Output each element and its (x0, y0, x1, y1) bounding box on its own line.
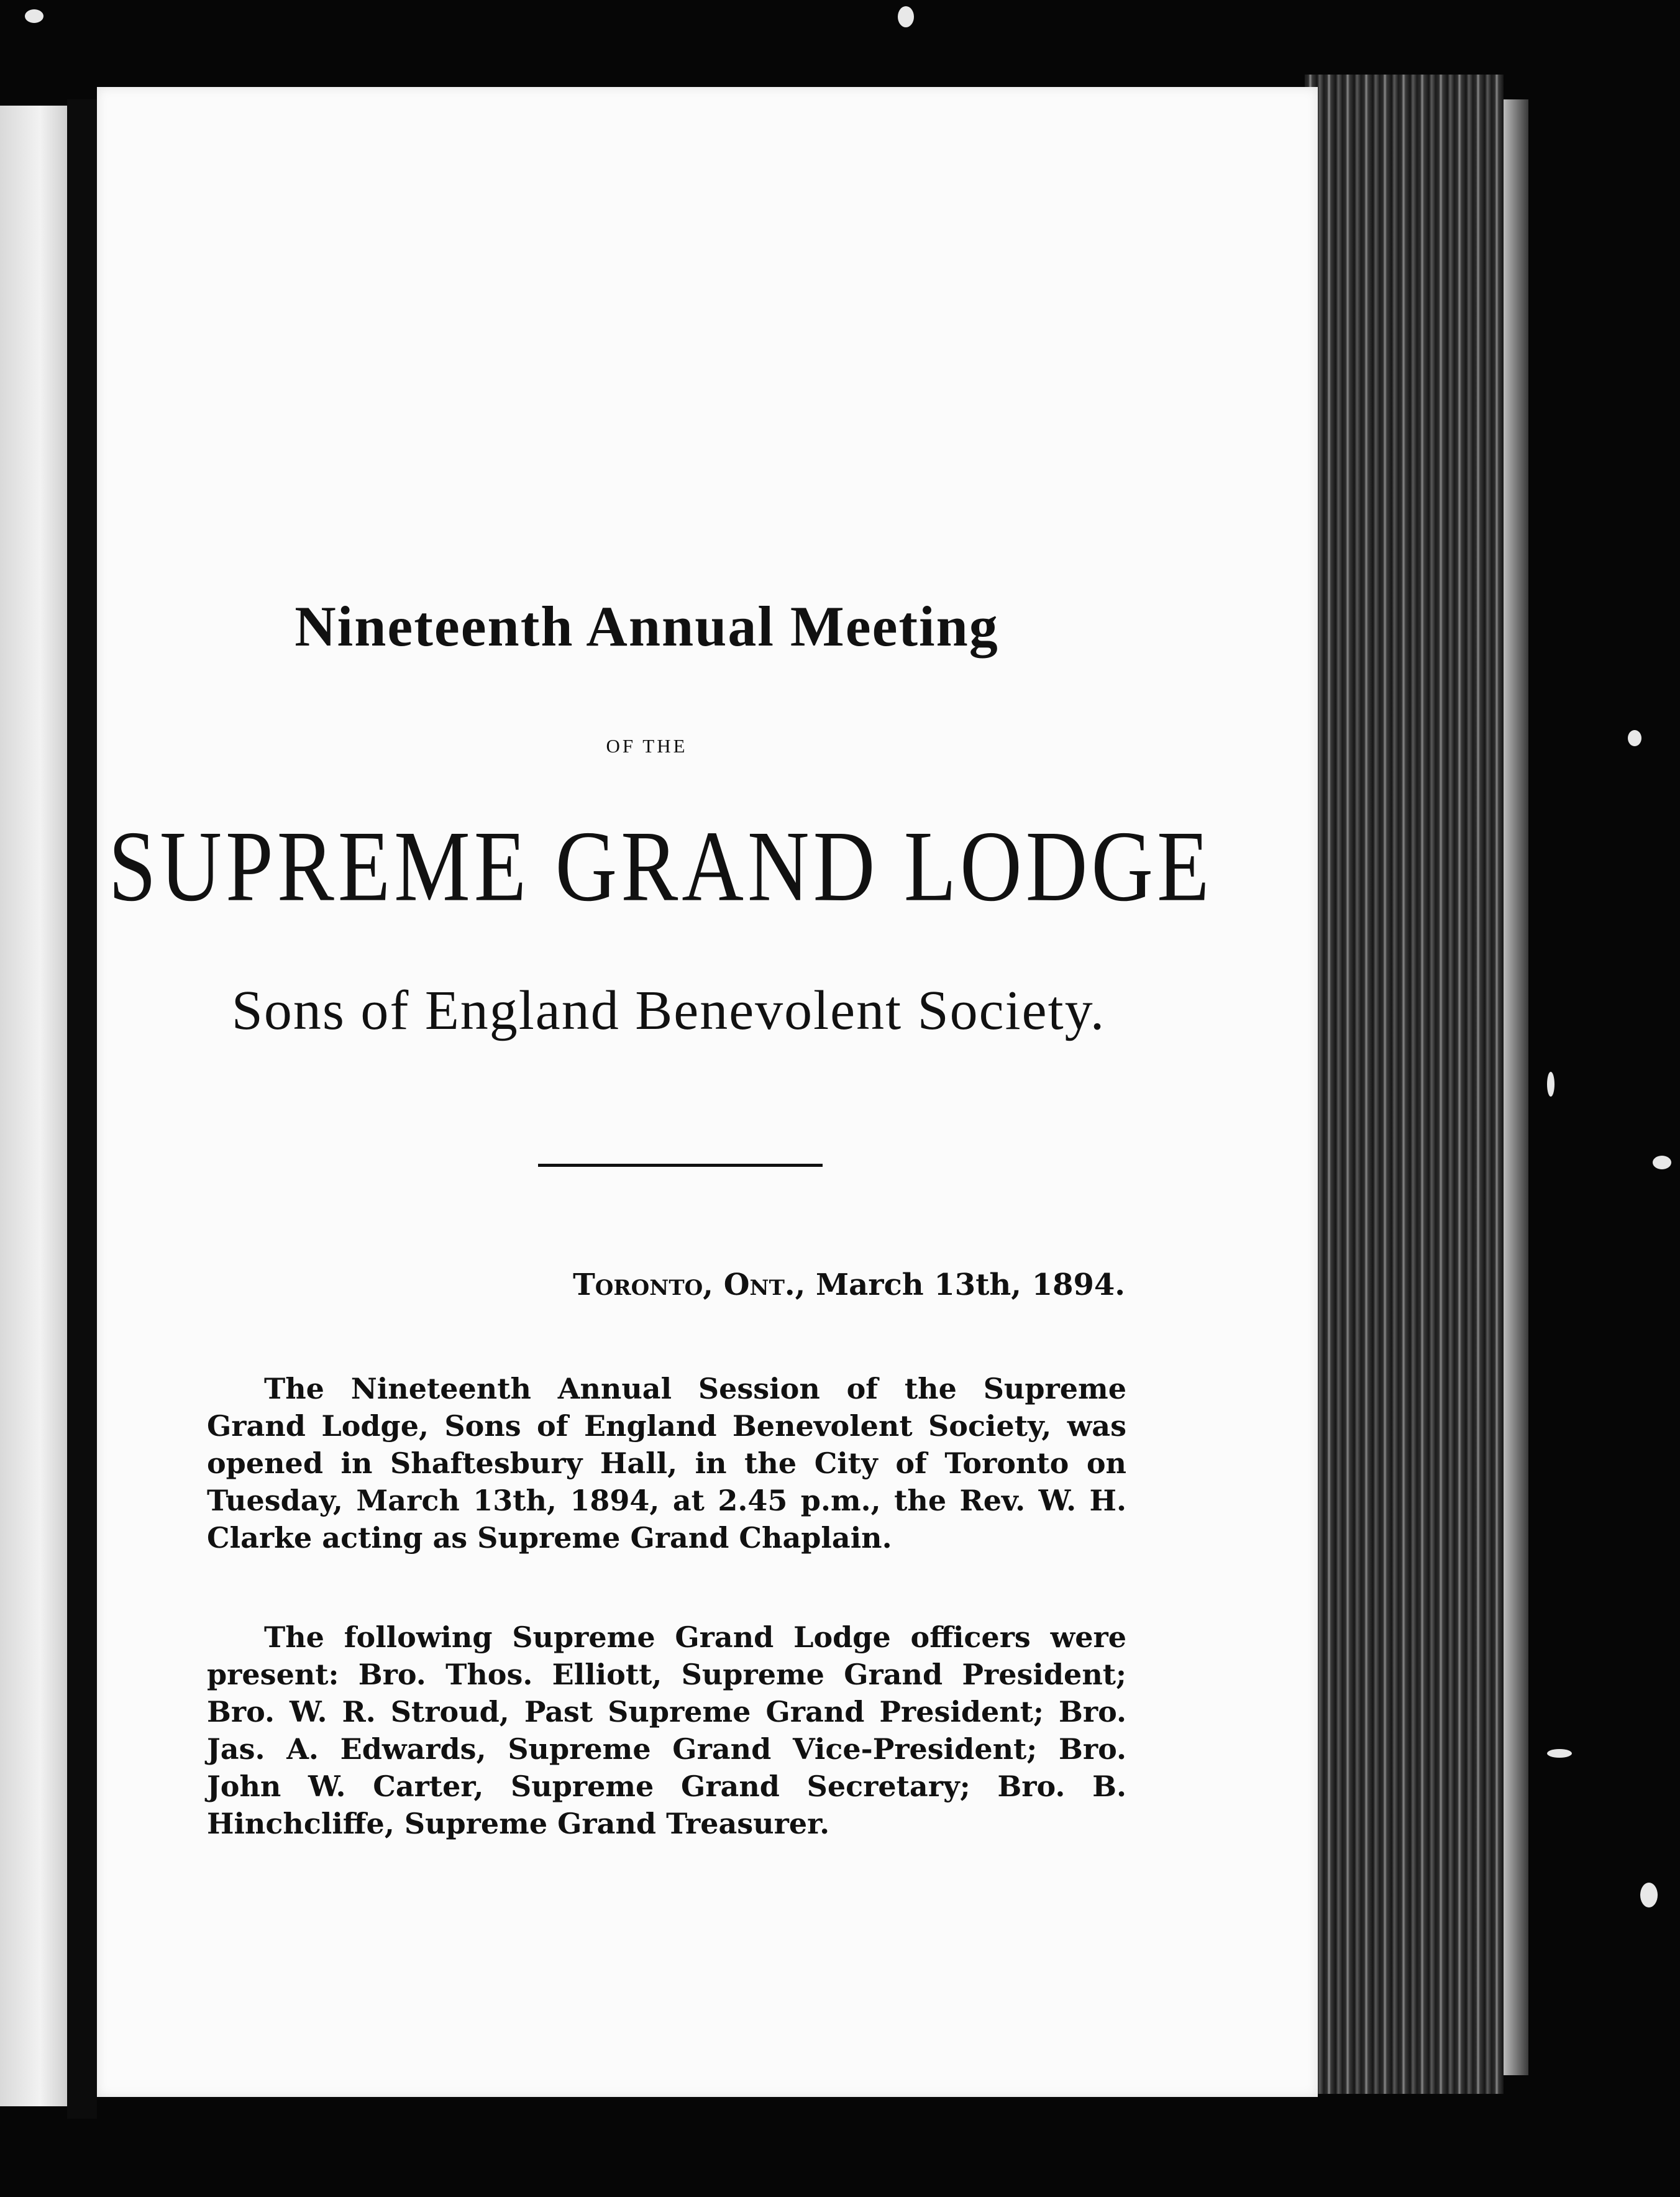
dateline-city: Toronto (573, 1268, 703, 1302)
dust-speck (1628, 730, 1641, 746)
dateline-province: Ont. (723, 1268, 795, 1302)
book-gutter (67, 99, 97, 2119)
dateline-separator: , (703, 1268, 724, 1302)
dust-speck (1653, 1156, 1671, 1169)
paragraph-officers: The following Supreme Grand Lodge officers were present: Bro. Thos. Elliott, Supreme Grand President; Bro. W. R. Stroud, Past Supreme Grand President; Bro. Jas. A. Edwards, Supreme Grand Vice-President; Bro. John W. Carter, Supreme Grand Secretary; Bro. B. Hinchcliffe, Supreme Grand Treasurer. (207, 1620, 1126, 1840)
dateline-date: , March 13th, 1894. (795, 1268, 1125, 1302)
paragraph-opening: The Nineteenth Annual Session of the Supreme Grand Lodge, Sons of England Benevolent Society, was opened in Shaftesbury Hall, in the City of Toronto on Tuesday, March 13th, 1894, at 2.45 p.m., the Rev. W. H. Clarke acting as Supreme Grand Chaplain. (207, 1372, 1126, 1555)
dust-speck (1547, 1749, 1572, 1758)
previous-page-edge (0, 106, 67, 2106)
meeting-title: Nineteenth Annual Meeting (294, 595, 999, 658)
book-page-edges (1305, 75, 1504, 2094)
dust-speck (1547, 1072, 1554, 1097)
organization-heading: SUPREME GRAND LODGE (108, 810, 1213, 923)
dust-speck (898, 6, 914, 27)
dust-speck (1640, 1883, 1658, 1907)
society-name: Sons of England Benevolent Society. (231, 980, 1106, 1041)
divider-rule (538, 1164, 823, 1167)
dust-speck (25, 9, 43, 23)
dateline (97, 1268, 1125, 1302)
of-the-label: OF THE (606, 735, 688, 757)
